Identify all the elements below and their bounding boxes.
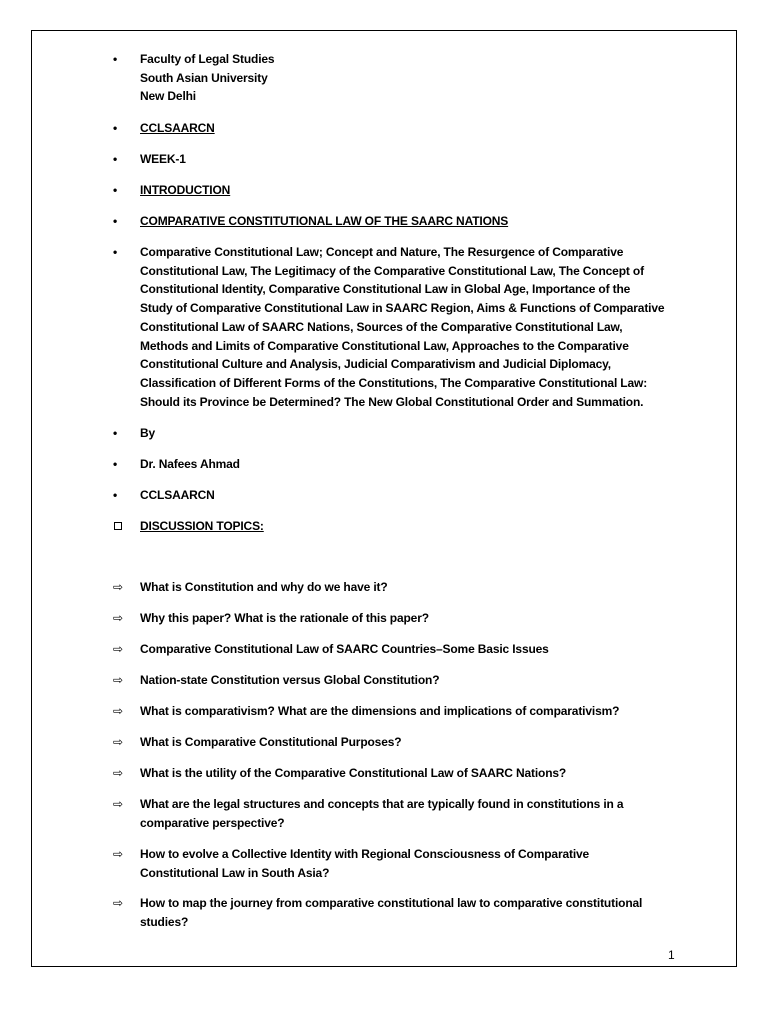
course-title: COMPARATIVE CONSTITUTIONAL LAW OF THE SAARC NATIONS xyxy=(140,214,509,228)
week-label: WEEK-1 xyxy=(140,152,186,166)
university-name: South Asian University xyxy=(140,70,268,85)
arrow-right-icon: ⇨ xyxy=(113,611,123,625)
course-code: CCLSAARCN xyxy=(140,121,215,135)
discussion-heading: DISCUSSION TOPICS: xyxy=(140,519,264,533)
arrow-right-icon: ⇨ xyxy=(113,847,123,861)
description-line: Constitutional Culture and Analysis, Judicial Comparativism and Judicial Diplomacy, xyxy=(140,357,611,372)
topic-text: What is the utility of the Comparative Constitutional Law of SAARC Nations? xyxy=(140,766,567,780)
arrow-right-icon: ⇨ xyxy=(113,896,123,910)
bullet-dot: • xyxy=(113,121,118,135)
topic-line: Constitutional Law in South Asia? xyxy=(140,865,330,880)
course-code-2: CCLSAARCN xyxy=(140,488,215,502)
description-line: Constitutional Law of SAARC Nations, Sources of the Comparative Constitutional Law, xyxy=(140,319,623,334)
topic-line: comparative perspective? xyxy=(140,815,285,830)
bullet-dot: • xyxy=(113,214,118,228)
arrow-right-icon: ⇨ xyxy=(113,673,123,687)
page-number: 1 xyxy=(668,948,675,962)
description-line: Methods and Limits of Comparative Constitutional Law, Approaches to the Comparative xyxy=(140,338,629,353)
bullet-dot: • xyxy=(113,488,118,502)
arrow-right-icon: ⇨ xyxy=(113,797,123,811)
topic-text xyxy=(140,795,720,832)
description-line: Classification of Different Forms of the Constitutions, The Comparative Constitutional Law: xyxy=(140,375,648,390)
bullet-dot: • xyxy=(113,426,118,440)
author-name: Dr. Nafees Ahmad xyxy=(140,457,240,471)
faculty-name: Faculty of Legal Studies xyxy=(140,52,275,66)
arrow-right-icon: ⇨ xyxy=(113,642,123,656)
bullet-dot: • xyxy=(113,245,118,259)
arrow-right-icon: ⇨ xyxy=(113,704,123,718)
topic-text xyxy=(140,894,720,931)
bullet-dot: • xyxy=(113,457,118,471)
bullet-dot: • xyxy=(113,183,118,197)
description-line: Constitutional Identity, Comparative Constitutional Law in Global Age, Importance of the xyxy=(140,282,631,297)
topic-text: What is Comparative Constitutional Purposes? xyxy=(140,735,402,749)
topic-text: Why this paper? What is the rationale of this paper? xyxy=(140,611,429,625)
topic-text: Comparative Constitutional Law of SAARC Countries–Some Basic Issues xyxy=(140,642,549,656)
description-line: Study of Comparative Constitutional Law in SAARC Region, Aims & Functions of Comparative xyxy=(140,301,665,316)
topic-line: What are the legal structures and concepts that are typically found in constitutions in a xyxy=(140,797,624,811)
bullet-dot: • xyxy=(113,152,118,166)
description-line: Constitutional Law, The Legitimacy of the Comparative Constitutional Law, The Concept of xyxy=(140,263,644,278)
topic-text: Nation-state Constitution versus Global Constitution? xyxy=(140,673,440,687)
topic-line: How to evolve a Collective Identity with Regional Consciousness of Comparative xyxy=(140,847,590,861)
topic-text: What is comparativism? What are the dimensions and implications of comparativism? xyxy=(140,704,620,718)
arrow-right-icon: ⇨ xyxy=(113,735,123,749)
course-description xyxy=(140,243,720,411)
by-label: By xyxy=(140,426,156,440)
arrow-right-icon: ⇨ xyxy=(113,766,123,780)
description-line: Comparative Constitutional Law; Concept and Nature, The Resurgence of Comparative xyxy=(140,245,624,259)
topic-text xyxy=(140,845,720,882)
city-name: New Delhi xyxy=(140,89,196,104)
description-line: Should its Province be Determined? The New Global Constitutional Order and Summation. xyxy=(140,394,644,409)
arrow-right-icon: ⇨ xyxy=(113,580,123,594)
topic-text: What is Constitution and why do we have it? xyxy=(140,580,388,594)
bullet-dot: • xyxy=(113,52,118,66)
topic-line: How to map the journey from comparative constitutional law to comparative constitutional xyxy=(140,896,643,910)
topic-line: studies? xyxy=(140,914,189,929)
intro-heading: INTRODUCTION xyxy=(140,183,231,197)
checkbox-square-icon xyxy=(114,522,122,530)
